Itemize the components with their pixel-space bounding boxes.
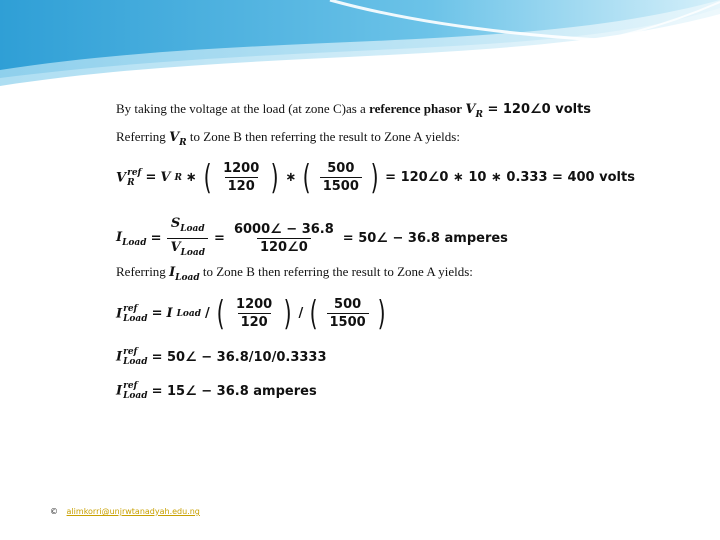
equation-term: [123, 381, 147, 401]
parenthesis: ): [377, 293, 386, 334]
equation-term: = 120∠0 ∗ 10 ∗ 0.333 = 400 volts: [385, 170, 635, 185]
intro-emph: reference phasor: [369, 101, 463, 116]
fraction: [320, 160, 362, 195]
equation-term: [116, 230, 147, 248]
fraction-numerator: 500: [327, 161, 355, 176]
equation-term: S: [170, 216, 181, 231]
fraction-numerator: 500: [334, 297, 362, 312]
equation-term: [123, 304, 147, 324]
fraction: [167, 215, 208, 262]
footer: [50, 507, 200, 516]
equation-term: Load: [176, 308, 202, 319]
fraction-numerator: 1200: [236, 297, 273, 312]
parenthesis: ): [283, 293, 292, 334]
equation-term: Load: [180, 248, 206, 258]
equation-term: Load: [180, 224, 205, 234]
equation-term: =: [150, 231, 162, 246]
refer-line-1: Referring $V_R$ to Zone B then referring the result to Zone A yields:: [116, 129, 460, 148]
fraction: [220, 160, 262, 195]
equation-term: R: [475, 110, 483, 120]
equation-term: Load: [123, 391, 148, 401]
equation-term: = 120∠0 volts: [487, 102, 592, 117]
equation-term: [116, 347, 148, 367]
equation-term: = 50∠ − 36.8 amperes: [342, 231, 508, 246]
equation-term: =: [151, 306, 163, 321]
equation-term: I: [116, 306, 123, 321]
equation-term: V: [116, 170, 127, 185]
equation-term: R: [174, 172, 182, 183]
fraction-denominator: 120: [225, 177, 258, 195]
fraction-denominator: 1500: [327, 313, 369, 331]
fraction: [233, 296, 275, 331]
equation-term: R: [179, 138, 187, 148]
copyright-symbol: ©: [50, 507, 58, 516]
equation-term: =: [145, 170, 157, 185]
equation-v-ref: [116, 157, 635, 198]
fraction-numerator: [168, 215, 208, 238]
parenthesis: ): [370, 157, 379, 198]
equation-term: V: [169, 130, 180, 145]
equation-term: [116, 381, 148, 401]
fraction-denominator: 120∠0: [257, 238, 311, 256]
equation-term: Load: [122, 237, 147, 248]
parenthesis: (: [303, 157, 312, 198]
equation-term: Load: [175, 273, 200, 283]
equation-term: I: [169, 265, 176, 280]
fraction: [327, 296, 369, 331]
equation-i-load: [116, 215, 508, 262]
refer-line-2: Referring $I_{Load}$ to Zone B then referring the result to Zone A yields:: [116, 264, 473, 283]
equation-term: Load: [123, 313, 148, 324]
equation-term: ref: [123, 381, 138, 391]
equation-term: [116, 304, 148, 324]
equation-term: /: [298, 306, 304, 321]
equation-term: V: [170, 240, 181, 255]
equation-term: [123, 347, 147, 367]
equation-term: [127, 168, 141, 188]
equation-term: I: [116, 349, 123, 365]
equation-term: ∗: [285, 170, 297, 185]
equation-term: ref: [123, 347, 138, 357]
equation-term: [116, 168, 141, 188]
equation-term: R: [127, 177, 135, 188]
parenthesis: (: [216, 293, 225, 334]
intro-prefix: By taking the voltage at the load (at zone C)as a: [116, 101, 366, 116]
equation-term: ∗: [185, 170, 197, 185]
equation-term: I: [166, 306, 173, 321]
equation-term: = 15∠ − 36.8 amperes: [151, 383, 317, 399]
fraction-numerator: 6000∠ − 36.8: [233, 222, 334, 237]
equation-term: ref: [127, 167, 142, 178]
equation-term: I: [116, 383, 123, 399]
equation-term: Load: [123, 357, 148, 367]
fraction-denominator: [167, 238, 208, 262]
email-link[interactable]: alimkorri@unjrwtanadyah.edu.ng: [66, 507, 200, 516]
equation-term: = 50∠ − 36.8/10/0.3333: [151, 349, 327, 365]
equation-term: V: [160, 170, 171, 185]
equation-term: V: [465, 102, 476, 117]
equation-term: I: [116, 229, 123, 245]
equation-term: =: [214, 231, 225, 246]
equation-term: /: [205, 306, 210, 321]
equation-i-ref-1: [116, 293, 388, 334]
parenthesis: ): [270, 157, 279, 198]
equation-term: ref: [123, 303, 138, 314]
parenthesis: (: [309, 293, 318, 334]
fraction: [231, 221, 337, 256]
fraction-denominator: 120: [238, 313, 271, 331]
equation-i-ref-2: [116, 347, 327, 367]
equation-i-ref-result: [116, 381, 317, 401]
parenthesis: (: [203, 157, 212, 198]
fraction-numerator: 1200: [223, 161, 260, 176]
intro-formula: [465, 102, 592, 120]
intro-line: [116, 101, 591, 120]
fraction-denominator: 1500: [320, 177, 362, 195]
